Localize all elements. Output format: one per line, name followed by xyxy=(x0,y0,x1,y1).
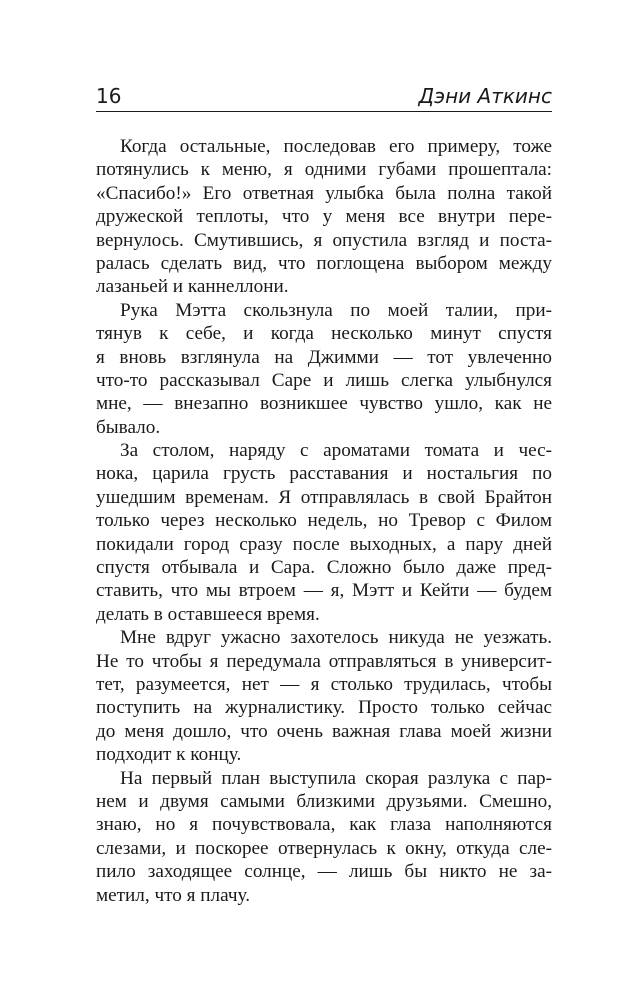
text-line: вернулось. Смутившись, я опустила взгляд и поста- xyxy=(96,229,552,251)
text-line: поступить на журналистику. Просто только сейчас xyxy=(96,697,552,719)
text-line: «Спасибо!» Его ответная улыбка была полна такой xyxy=(96,182,552,204)
text-line: лазаньей и каннеллони. xyxy=(96,276,289,298)
author-name: Дэни Аткинс xyxy=(418,84,552,108)
running-header xyxy=(96,76,552,108)
text-line: покидали город сразу после выходных, а пару дней xyxy=(96,533,552,555)
text-line: подходит к концу. xyxy=(96,744,242,766)
text-line: Когда остальные, последовав его примеру, тоже xyxy=(120,136,552,157)
text-line: За столом, наряду с ароматами томата и чес- xyxy=(120,440,552,462)
header-rule xyxy=(96,111,552,112)
text-line: ралась сделать вид, что поглощена выбором между xyxy=(96,252,552,274)
text-line: Мне вдруг ужасно захотелось никуда не уезжать. xyxy=(120,627,552,649)
text-line: ушедшим временам. Я отправлялась в свой Брайтон xyxy=(96,486,552,508)
text-line: бывало. xyxy=(96,416,161,438)
body-text xyxy=(96,135,552,907)
text-line: пило заходящее солнце, — лишь бы никто не за- xyxy=(96,861,552,883)
text-line: тет, разумеется, нет — я столько трудилась, чтобы xyxy=(96,673,552,695)
text-line: делать в оставшееся время. xyxy=(96,603,320,625)
text-line: я вновь взглянула на Джимми — тот увлеченно xyxy=(96,346,552,368)
text-line: нем и двумя самыми близкими друзьями. Смешно, xyxy=(96,790,552,812)
text-line: что-то рассказывал Саре и лишь слегка улыбнулся xyxy=(96,369,552,391)
paragraph xyxy=(96,299,552,439)
text-line: знаю, но я почувствовала, как глаза наполняются xyxy=(96,814,552,836)
text-line: потянулись к меню, я одними губами прошептала: xyxy=(96,159,552,181)
text-line: ставить, что мы втроем — я, Мэтт и Кейти — будем xyxy=(96,580,552,602)
text-line: только через несколько недель, но Тревор с Филом xyxy=(96,510,552,532)
text-line: до меня дошло, что очень важная глава моей жизни xyxy=(96,720,552,742)
text-line: Не то чтобы я передумала отправляться в университ- xyxy=(96,650,552,672)
page-number: 16 xyxy=(96,84,122,108)
text-line: спустя отбывала и Сара. Сложно было даже пред- xyxy=(96,557,552,579)
paragraph xyxy=(96,767,552,907)
text-line: тянув к себе, и когда несколько минут спустя xyxy=(96,323,552,345)
text-line: слезами, и поскорее отвернулась к окну, откуда сле- xyxy=(96,837,552,859)
text-line: метил, что я плачу. xyxy=(96,884,250,906)
text-line: дружеской теплоты, что у меня все внутри пере- xyxy=(96,206,552,228)
paragraph xyxy=(96,135,552,299)
text-line: нока, царила грусть расставания и ностальгия по xyxy=(96,463,552,485)
text-line: На первый план выступила скорая разлука с пар- xyxy=(120,767,552,789)
paragraph xyxy=(96,626,552,766)
book-page xyxy=(96,76,552,907)
text-line: Рука Мэтта скользнула по моей талии, при- xyxy=(120,299,552,321)
paragraph xyxy=(96,439,552,626)
text-line: мне, — внезапно возникшее чувство ушло, как не xyxy=(96,393,552,415)
